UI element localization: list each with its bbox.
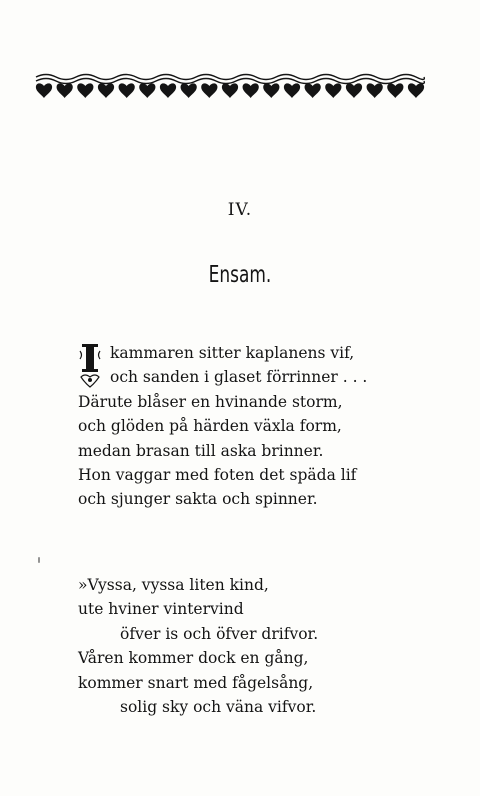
verse-line: »Vyssa, vyssa liten kind, xyxy=(78,576,269,594)
section-number: IV. xyxy=(227,200,253,220)
verse-line: ute hviner vintervind xyxy=(78,600,244,619)
verse-line: solig sky och väna vifvor. xyxy=(120,697,317,716)
leaf-ornament-icon xyxy=(36,83,52,98)
leaf-ornament-icon xyxy=(346,83,362,98)
leaf-ornament-icon xyxy=(119,83,135,98)
verse-line: Hon vaggar med foten det späda lif xyxy=(78,465,357,484)
stanza-2 xyxy=(78,573,318,719)
leaf-ornament-icon xyxy=(57,83,73,98)
verse-line: medan brasan till aska brinner. xyxy=(78,441,324,460)
verse-line: och glöden på härden växla form, xyxy=(78,417,342,436)
verse-line: öfver is och öfver drifvor. xyxy=(120,624,319,643)
verse-line: Våren kommer dock en gång, xyxy=(78,649,309,668)
leaf-ornament-icon xyxy=(139,83,155,98)
verse-line: kammaren sitter kaplanens vif, xyxy=(110,344,355,362)
leaf-ornament-icon xyxy=(387,83,403,98)
leaf-ornament-icon xyxy=(284,83,300,98)
leaf-ornament-icon xyxy=(325,83,341,98)
stanza-1 xyxy=(78,341,367,512)
leaf-ornament-icon xyxy=(181,83,197,98)
leaf-ornament-icon xyxy=(408,83,424,98)
leaf-ornament-icon xyxy=(305,83,321,98)
leaf-ornament-icon xyxy=(263,83,279,98)
verse-line: Därute blåser en hvinande storm, xyxy=(78,392,343,411)
verse-line: kommer snart med fågelsång, xyxy=(78,673,314,692)
verse-line: och sanden i glaset förrinner . . . xyxy=(110,368,368,387)
leaf-ornament-icon xyxy=(201,83,217,98)
ornamental-dropcap-icon xyxy=(78,343,102,389)
decorative-leaf-border xyxy=(34,72,426,100)
poem-title: Ensam. xyxy=(208,262,272,288)
print-speck xyxy=(38,557,40,563)
leaf-ornament-icon xyxy=(367,83,383,98)
leaf-ornament-icon xyxy=(77,83,93,98)
leaf-ornament-icon xyxy=(222,83,238,98)
verse-line: och sjunger sakta och spinner. xyxy=(78,490,318,509)
leaf-ornament-icon xyxy=(243,83,259,98)
leaf-ornament-icon xyxy=(98,83,114,98)
leaf-ornament-icon xyxy=(160,83,176,98)
